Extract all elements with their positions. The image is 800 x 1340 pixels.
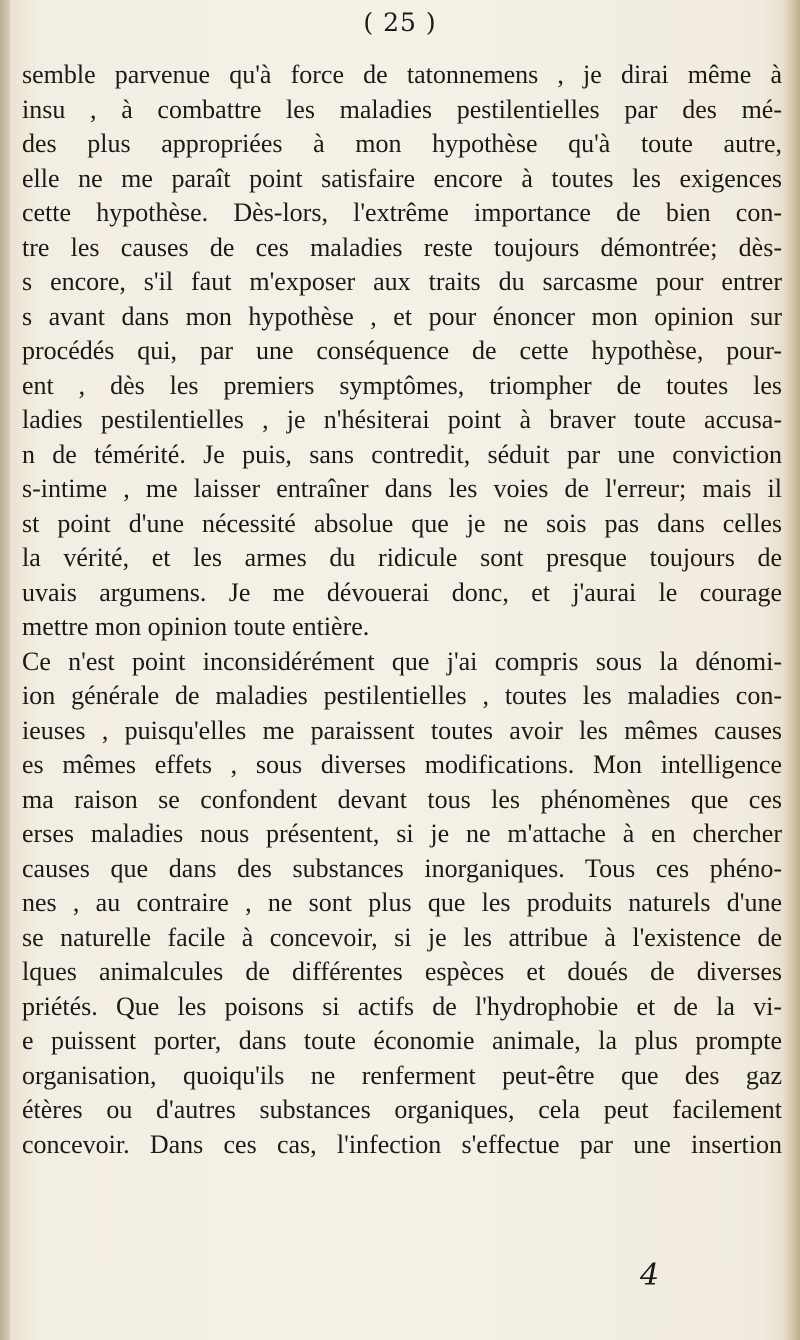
- text-line: ladies pestilentielles , je n'hésiterai point à braver toute accusa-: [22, 405, 782, 434]
- text-line: se naturelle facile à concevoir, si je les attribue à l'existence de: [22, 922, 782, 952]
- binding-edge: [0, 0, 10, 1340]
- text-line: ieuses , puisqu'elles me paraissent toutes avoir les mêmes causes: [22, 715, 782, 745]
- text-line: semble parvenue qu'à force de tatonnemens , je dirai même à: [22, 60, 782, 89]
- text-line: s-intime , me laisser entraîner dans les voies de l'erreur; mais il: [22, 474, 782, 503]
- text-line: causes que dans des substances inorganiques. Tous ces phéno-: [22, 853, 782, 883]
- text-line: s avant dans mon hypothèse , et pour énoncer mon opinion sur: [22, 301, 782, 331]
- text-line: concevoir. Dans ces cas, l'infection s'effectue par une insertion: [22, 1129, 782, 1159]
- text-line: tre les causes de ces maladies reste toujours démontrée; dès-: [22, 232, 782, 262]
- body-text: [22, 58, 782, 1162]
- text-line: st point d'une nécessité absolue que je ne sois pas dans celles: [22, 508, 782, 538]
- text-line: priétés. Que les poisons si actifs de l'hydrophobie et de la vi-: [22, 991, 782, 1021]
- text-line: mettre mon opinion toute entière.: [22, 612, 370, 641]
- text-line: étères ou d'autres substances organiques, cela peut facilement: [22, 1095, 782, 1124]
- page-right-edge: [784, 0, 800, 1340]
- text-line: ma raison se confondent devant tous les phénomènes que ces: [22, 784, 782, 814]
- text-line: s encore, s'il faut m'exposer aux traits du sarcasme pour entrer: [22, 267, 782, 296]
- text-line: insu , à combattre les maladies pestilentielles par des mé-: [22, 94, 782, 124]
- text-line: procédés qui, par une conséquence de cette hypothèse, pour-: [22, 336, 782, 365]
- text-line: lques animalcules de différentes espèces et doués de diverses: [22, 957, 782, 986]
- text-line: nes , au contraire , ne sont plus que les produits naturels d'une: [22, 888, 782, 917]
- text-line: Ce n'est point inconsidérément que j'ai compris sous la dénomi-: [22, 646, 782, 676]
- page-number: ( 25 ): [363, 8, 437, 37]
- text-line: la vérité, et les armes du ridicule sont presque toujours de: [22, 543, 782, 572]
- text-line: uvais argumens. Je me dévouerai donc, et j'aurai le courage: [22, 577, 782, 607]
- text-line: elle ne me paraît point satisfaire encore à toutes les exigences: [22, 163, 782, 193]
- text-line: e puissent porter, dans toute économie animale, la plus prompte: [22, 1026, 782, 1055]
- text-line: ent , dès les premiers symptômes, triompher de toutes les: [22, 370, 782, 400]
- text-line: ion générale de maladies pestilentielles , toutes les maladies con-: [22, 681, 782, 710]
- text-line: des plus appropriées à mon hypothèse qu'à toute autre,: [22, 129, 782, 158]
- text-line: cette hypothèse. Dès-lors, l'extrême importance de bien con-: [22, 198, 782, 227]
- text-line: organisation, quoiqu'ils ne renferment peut-être que des gaz: [22, 1060, 782, 1090]
- text-line: n de témérité. Je puis, sans contredit, séduit par une conviction: [22, 439, 782, 469]
- text-line: erses maladies nous présentent, si je ne m'attache à en chercher: [22, 819, 782, 848]
- text-line: es mêmes effets , sous diverses modifications. Mon intelligence: [22, 750, 782, 779]
- signature-mark: 4: [640, 1258, 660, 1293]
